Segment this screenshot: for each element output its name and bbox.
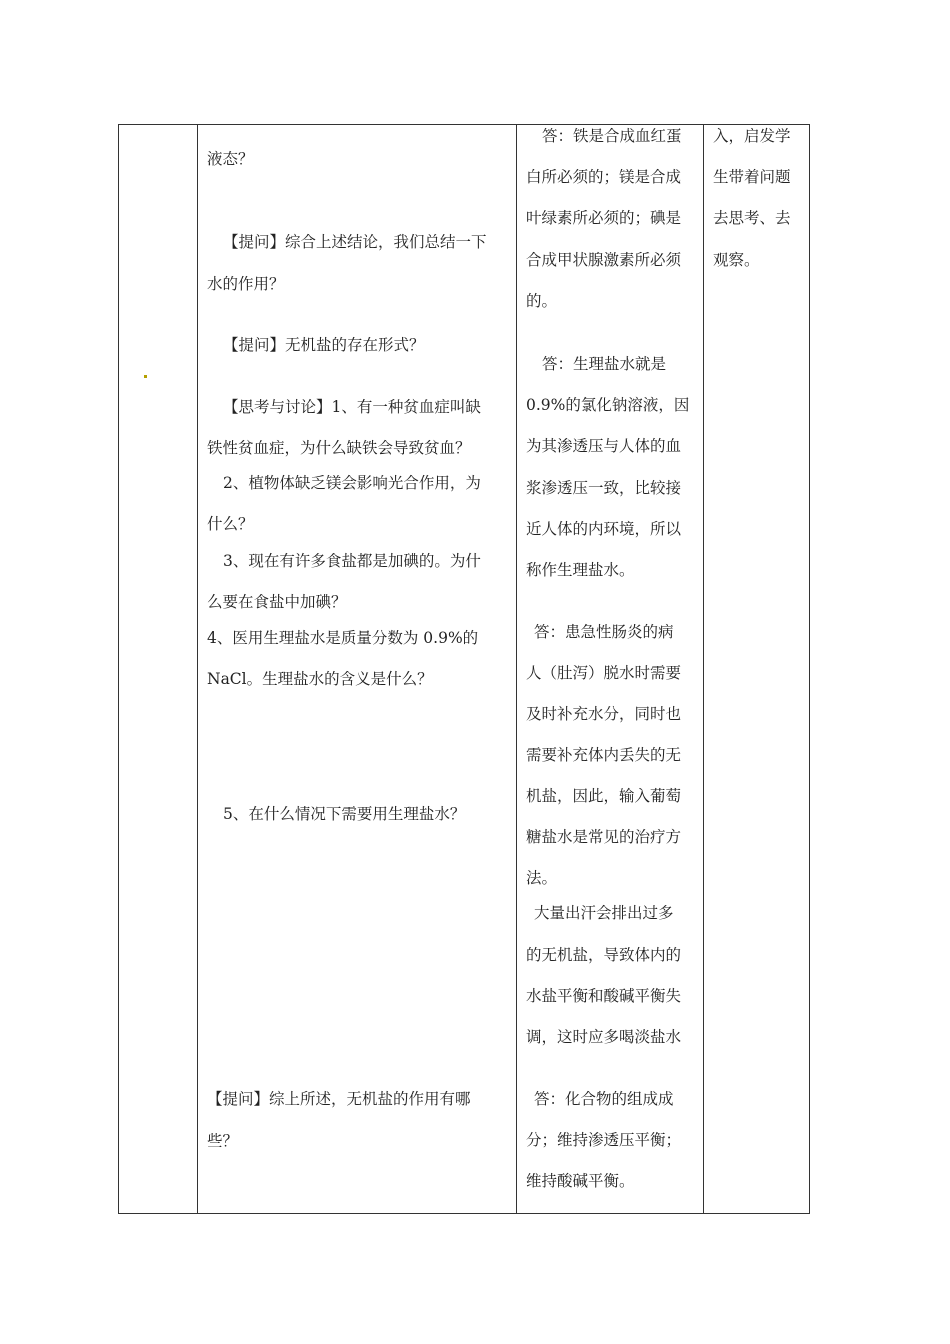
- answer-line: 糖盐水是常见的治疗方: [526, 828, 682, 846]
- answer-line: 及时补充水分，同时也: [526, 705, 682, 723]
- answer-line: 维持酸碱平衡。: [526, 1172, 635, 1190]
- question-prompt: 【提问】综上所述，无机盐的作用有哪: [207, 1090, 471, 1108]
- text-line: 液态？: [207, 150, 254, 168]
- intent-line: 入，启发学: [713, 127, 791, 145]
- question-prompt: 【提问】无机盐的存在形式？: [223, 336, 425, 354]
- text-line: 4、医用生理盐水是质量分数为 0.9%的: [207, 629, 479, 647]
- answer-line: 近人体的内环境，所以: [526, 520, 682, 538]
- lesson-table: [118, 124, 810, 1214]
- column-divider: [197, 125, 198, 1213]
- intent-line: 去思考、去: [713, 209, 791, 227]
- column-divider: [703, 125, 704, 1213]
- text-line: 什么？: [207, 515, 254, 533]
- text-line: 水的作用？: [207, 275, 285, 293]
- answer-line: 答：生理盐水就是: [542, 355, 667, 373]
- answer-line: 人（肚泻）脱水时需要: [526, 664, 682, 682]
- answer-line: 大量出汗会排出过多: [534, 904, 674, 922]
- answer-line: 法。: [526, 869, 558, 887]
- discussion-prompt: 【思考与讨论】1、有一种贫血症叫缺: [223, 398, 481, 416]
- text-line: 铁性贫血症，为什么缺铁会导致贫血？: [207, 439, 471, 457]
- question-prompt: 【提问】综合上述结论，我们总结一下: [223, 233, 487, 251]
- answer-line: 水盐平衡和酸碱平衡失: [526, 987, 682, 1005]
- answer-line: 合成甲状腺激素所必须: [526, 251, 682, 269]
- answer-line: 白所必须的；镁是合成: [526, 168, 682, 186]
- text-line: 5、在什么情况下需要用生理盐水？: [223, 805, 466, 823]
- answer-line: 称作生理盐水。: [526, 561, 635, 579]
- answer-line: 机盐，因此，输入葡萄: [526, 787, 682, 805]
- answer-line: 答：铁是合成血红蛋: [542, 127, 682, 145]
- text-line: 么要在食盐中加碘？: [207, 593, 347, 611]
- column-divider: [516, 125, 517, 1213]
- answer-line: 的无机盐，导致体内的: [526, 946, 682, 964]
- answer-line: 0.9%的氯化钠溶液，因: [526, 396, 690, 414]
- intent-line: 生带着问题: [713, 168, 791, 186]
- text-line: 3、现在有许多食盐都是加碘的。为什: [223, 552, 481, 570]
- answer-line: 为其渗透压与人体的血: [526, 437, 682, 455]
- answer-line: 需要补充体内丢失的无: [526, 746, 682, 764]
- answer-line: 分；维持渗透压平衡；: [526, 1131, 682, 1149]
- answer-line: 的。: [526, 292, 558, 310]
- answer-line: 答：患急性肠炎的病: [534, 623, 674, 641]
- text-line: 2、植物体缺乏镁会影响光合作用，为: [223, 474, 481, 492]
- answer-line: 答：化合物的组成成: [534, 1090, 674, 1108]
- text-line: NaCl。生理盐水的含义是什么？: [207, 670, 433, 688]
- intent-line: 观察。: [713, 251, 760, 269]
- answer-line: 浆渗透压一致，比较接: [526, 479, 682, 497]
- stray-mark: [144, 375, 147, 378]
- answer-line: 调，这时应多喝淡盐水: [526, 1028, 682, 1046]
- text-line: 些？: [207, 1132, 239, 1150]
- answer-line: 叶绿素所必须的；碘是: [526, 209, 682, 227]
